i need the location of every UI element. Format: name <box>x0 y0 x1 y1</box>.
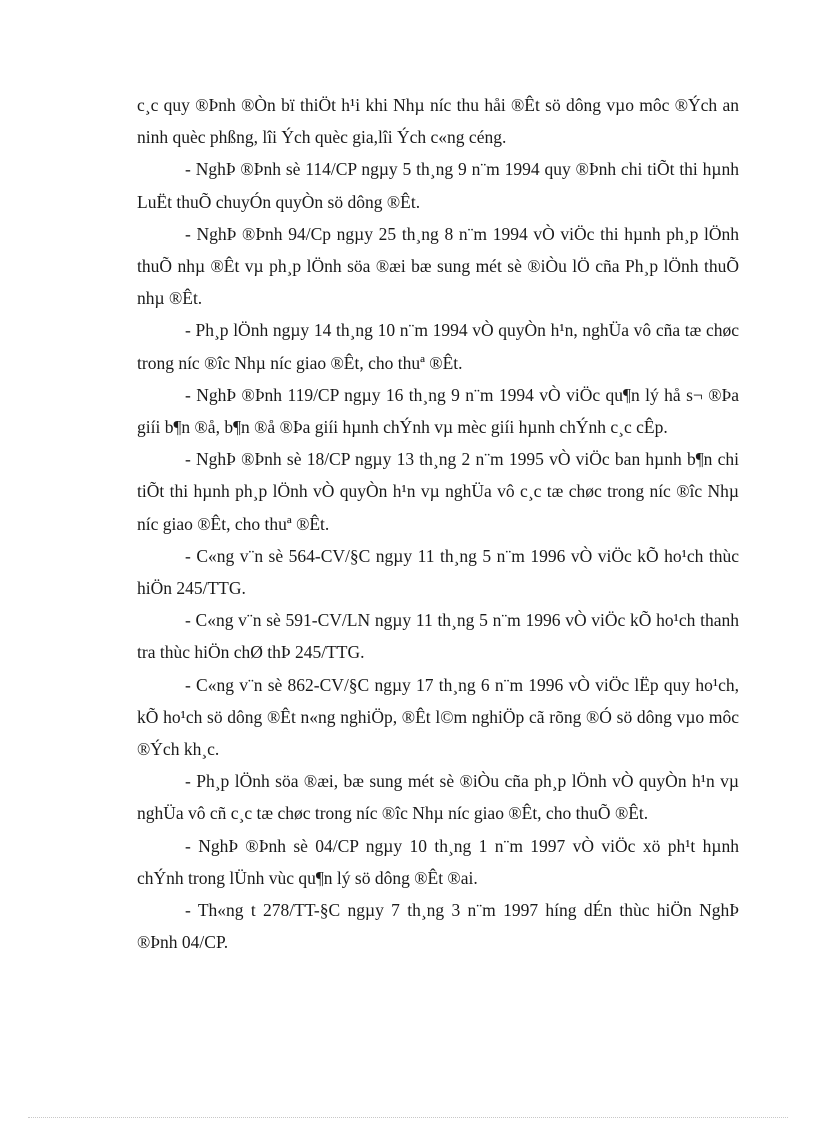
list-item: - NghÞ ®Þnh 94/Cp ngµy 25 th¸ng 8 n¨m 1994 vÒ viÖc thi hµnh ph¸p lÖnh thuÕ nhµ ®Êt vµ ph¸p lÖnh söa ®æi bæ sung mét sè ®iÒu lÖ cña Ph¸p lÖnh thuÕ nhµ ®Êt. <box>137 223 739 309</box>
list-item: - NghÞ ®Þnh sè 18/CP ngµy 13 th¸ng 2 n¨m 1995 vÒ viÖc ban hµnh b¶n chi tiÕt thi hµnh ph¸p lÖnh vÒ quyÒn h¹n vµ nghÜa vô c¸c tæ chøc trong níc ®îc Nhµ níc giao ®Êt, cho thuª ®Êt. <box>137 449 739 534</box>
list-item: - NghÞ ®Þnh 119/CP ngµy 16 th¸ng 9 n¨m 1994 vÒ viÖc qu¶n lý hå s¬ ®Þa giíi b¶n ®å, b¶n ®å ®Þa giíi hµnh chÝnh vµ mèc giíi hµnh chÝnh c¸c cÊp. <box>137 384 739 438</box>
list-item: - NghÞ ®Þnh sè 04/CP ngµy 10 th¸ng 1 n¨m 1997 vÒ viÖc xö ph¹t hµnh chÝnh trong lÜnh vùc qu¶n lý sö dông ®Êt ®ai. <box>137 835 739 888</box>
list-item: - C«ng v¨n sè 591-CV/LN ngµy 11 th¸ng 5 n¨m 1996 vÒ viÖc kÕ ho¹ch thanh tra thùc hiÖn chØ thÞ 245/TTG. <box>137 610 739 663</box>
list-item: - Ph¸p lÖnh söa ®æi, bæ sung mét sè ®iÒu cña ph¸p lÖnh vÒ quyÒn h¹n vµ nghÜa vô cñ c¸c tæ chøc trong níc ®îc Nhµ níc giao ®Êt, cho thuÕ ®Êt. <box>137 771 739 824</box>
paragraph-continuation: c¸c quy ®Þnh ®Òn bï thiÖt h¹i khi Nhµ níc thu håi ®Êt sö dông vµo môc ®Ých an ninh quèc phßng, lîi Ých quèc gia,lîi Ých c«ng céng. <box>137 95 739 148</box>
list-item: - Th«ng t 278/TT-§C ngµy 7 th¸ng 3 n¨m 1997 híng dÉn thùc hiÖn NghÞ ®Þnh 04/CP. <box>137 900 739 953</box>
list-item: - Ph¸p lÖnh ngµy 14 th¸ng 10 n¨m 1994 vÒ quyÒn h¹n, nghÜa vô cña tæ chøc trong níc ®îc Nhµ níc giao ®Êt, cho thuª ®Êt. <box>137 320 739 373</box>
list-item: - C«ng v¨n sè 862-CV/§C ngµy 17 th¸ng 6 n¨m 1996 vÒ viÖc lËp quy ho¹ch, kÕ ho¹ch sö dông ®Êt n«ng nghiÖp, ®Êt l©m nghiÖp cã rõng ®Ó sö dông vµo môc ®Ých kh¸c. <box>137 674 739 760</box>
list-item: - C«ng v¨n sè 564-CV/§C ngµy 11 th¸ng 5 n¨m 1996 vÒ viÖc kÕ ho¹ch thùc hiÖn 245/TTG. <box>137 545 739 599</box>
list-item: - NghÞ ®Þnh sè 114/CP ngµy 5 th¸ng 9 n¨m 1994 quy ®Þnh chi tiÕt thi hµnh LuËt thuÕ chuyÓn quyÒn sö dông ®Êt. <box>137 159 739 212</box>
document-body <box>137 89 739 958</box>
page-bottom-divider <box>28 1117 788 1118</box>
